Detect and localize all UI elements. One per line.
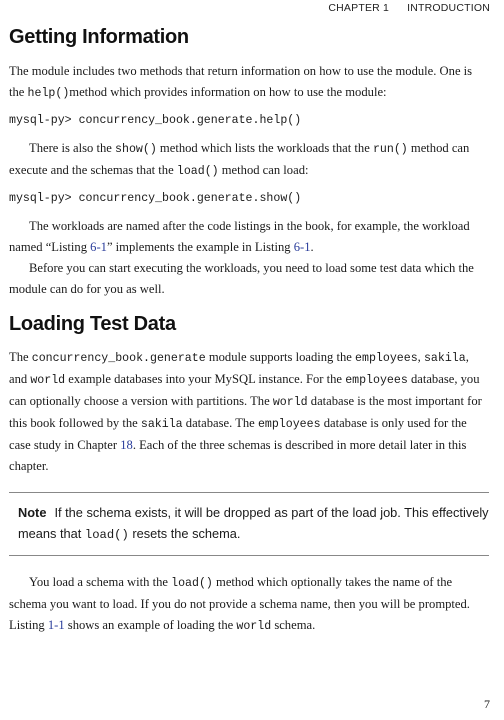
inline-code: load() xyxy=(84,528,129,542)
paragraph-methods xyxy=(9,61,489,104)
inline-code: show() xyxy=(115,143,157,156)
text: The xyxy=(9,350,32,364)
inline-code: world xyxy=(30,374,66,387)
code-block-show: mysql-py> concurrency_book.generate.show() xyxy=(9,192,302,205)
inline-code: employees xyxy=(257,418,321,431)
text: The module includes two methods that return information on how to use the module. One is the xyxy=(9,64,473,99)
paragraph-load-schema xyxy=(9,572,489,637)
inline-code: world xyxy=(236,620,272,633)
chapter-link[interactable]: 18 xyxy=(120,438,133,452)
section-heading-getting-information: Getting Information xyxy=(9,26,189,48)
paragraph-show-method xyxy=(9,138,489,182)
chapter-title: INTRODUCTION xyxy=(407,2,490,14)
paragraph-databases xyxy=(9,347,489,477)
text: module supports loading the xyxy=(205,350,356,364)
inline-code: concurrency_book.generate xyxy=(31,352,206,365)
text: ” implements the example in Listing xyxy=(106,240,294,254)
inline-code: world xyxy=(272,396,308,409)
text: schema. xyxy=(271,618,316,632)
paragraph-load-data: Before you can start executing the workloads, you need to load some test data which the module can do for you as well. xyxy=(9,261,474,296)
note-text: If the schema exists, it will be dropped as part of the load job. This effectively means that xyxy=(18,505,489,541)
inline-code: help() xyxy=(27,87,70,100)
text: database is the most important for this book followed by the xyxy=(9,394,482,430)
text: , and xyxy=(9,350,469,386)
inline-code: load() xyxy=(171,577,213,590)
section-heading-loading-test-data: Loading Test Data xyxy=(9,313,176,335)
text: . Each of the three schemas is described in more detail later in this chapter. xyxy=(9,438,467,473)
text: . xyxy=(310,240,314,254)
inline-code: employees xyxy=(345,374,408,387)
page-content xyxy=(9,26,489,637)
text: method can load: xyxy=(218,163,309,177)
text: example databases into your MySQL instance. For the xyxy=(65,372,346,386)
inline-code: sakila xyxy=(140,418,183,431)
inline-code: load() xyxy=(176,165,219,178)
running-header xyxy=(328,2,490,14)
text: method which lists the workloads that the xyxy=(156,141,373,155)
listing-link[interactable]: 1-1 xyxy=(47,618,65,632)
listing-link[interactable]: 6-1 xyxy=(90,240,107,254)
text: method which optionally takes the name of the schema you want to load. If you do not provide a schema name, then you will be prompted. Listing xyxy=(9,575,470,632)
text: There is also the xyxy=(29,141,116,155)
listing-link[interactable]: 6-1 xyxy=(293,240,311,254)
text: The workloads are named after the code listings in the book, for example, the workload named “Listing xyxy=(9,219,470,254)
note-label: Note xyxy=(18,505,47,520)
text: database. The xyxy=(182,416,258,430)
code-block-help: mysql-py> concurrency_book.generate.help() xyxy=(9,114,302,127)
text: database is only used for the case study in Chapter xyxy=(9,416,467,452)
paragraph-workloads xyxy=(9,216,489,258)
page-number: 7 xyxy=(484,697,490,711)
text: You load a schema with the xyxy=(29,575,172,589)
text: method can execute and the schemas that the xyxy=(9,141,470,177)
inline-code: run() xyxy=(372,143,408,156)
text: database, you can optionally choose a version with partitions. The xyxy=(9,372,480,408)
text: shows an example of loading the xyxy=(64,618,237,632)
inline-code: employees xyxy=(355,352,418,365)
note-text: resets the schema. xyxy=(128,526,241,541)
inline-code: sakila xyxy=(423,352,466,365)
text: , xyxy=(417,350,424,364)
note-box xyxy=(9,492,489,556)
text: method which provides information on how to use the module: xyxy=(69,85,387,99)
chapter-label: CHAPTER 1 xyxy=(328,2,390,14)
